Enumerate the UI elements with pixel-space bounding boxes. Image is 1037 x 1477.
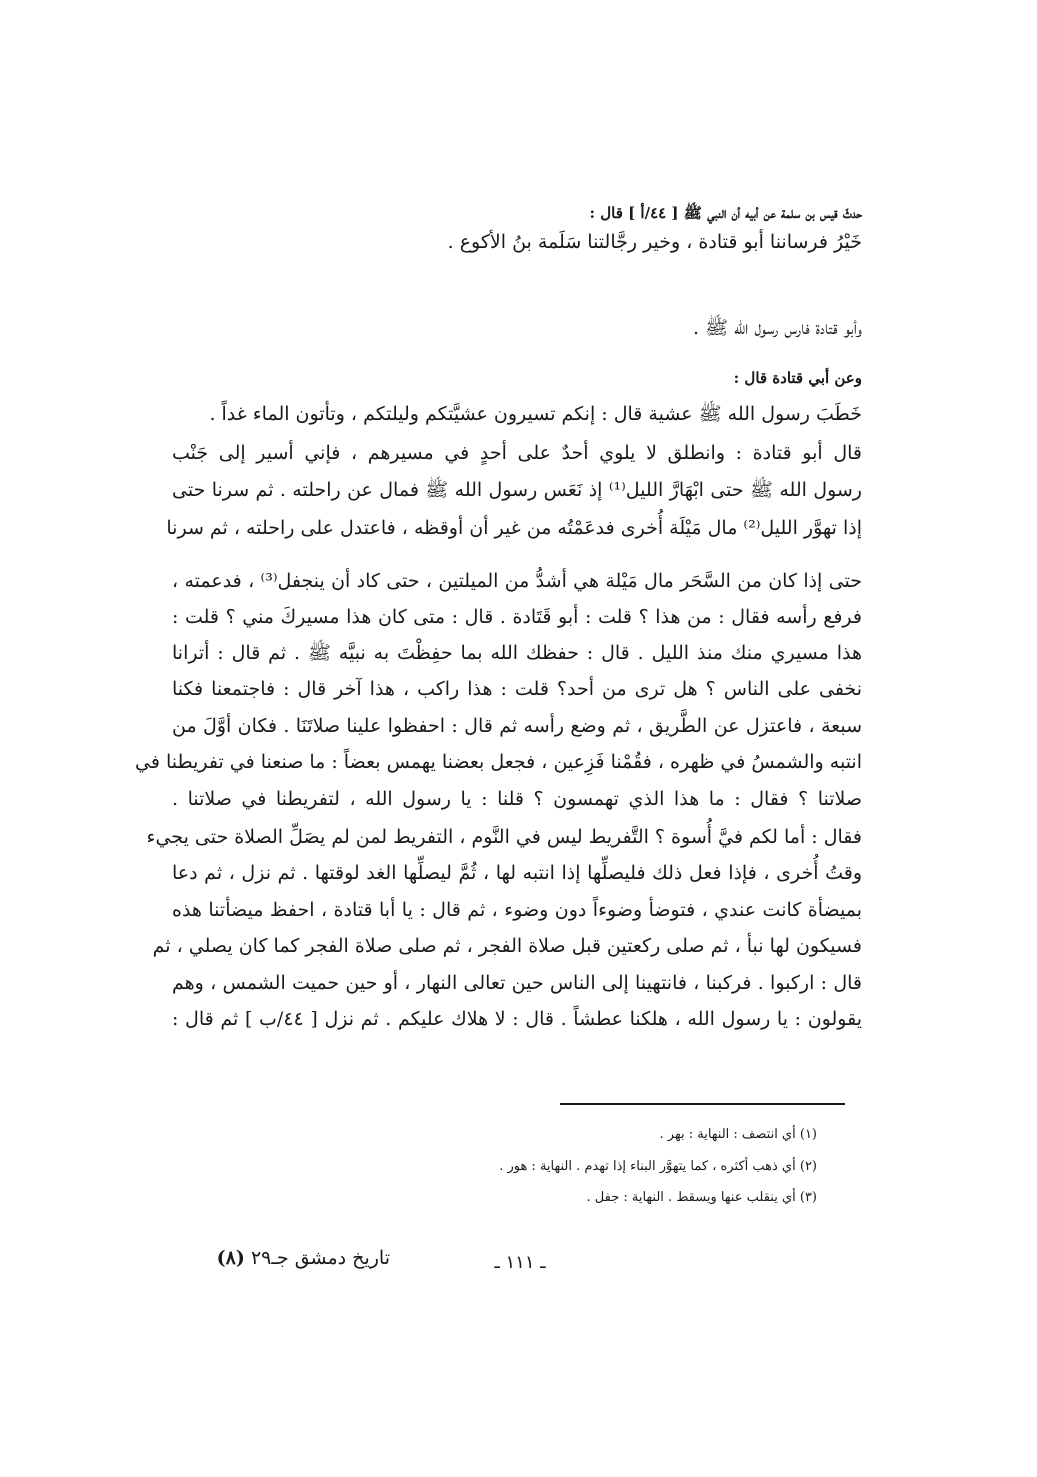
statement-line: وأبو قتادة فارس رسول الله ﷺ .: [693, 317, 862, 339]
body-line: وقتُ أُخرى ، فإذا فعل ذلك فليصلِّها إذا انتبه لها ، ثُمَّ ليصلِّها الغد لوقتها . ثم نزل ، ثم دعا: [172, 862, 862, 884]
body-line: فرفع رأسه فقال : من هذا ؟ قلت : أبو قَتَادة . قال : متى كان هذا مسيركَ مني ؟ قلت :: [172, 606, 862, 628]
body-line: إذا تهوَّر الليل⁽²⁾ مال مَيْلَة أُخرى فدعَمْتُه من غير أن أوقظه ، فاعتدل على راحلته ، ثم سرنا: [166, 517, 862, 539]
running-title: [190, 1247, 390, 1269]
footnote-1: (١) أي انتصف : النهاية : بهر .: [659, 1127, 817, 1142]
footnote-separator: [560, 1103, 845, 1105]
body-line: قال : اركبوا . فركبنا ، فانتهينا إلى الناس حين تعالى النهار ، أو حين حميت الشمس ، وهم: [172, 972, 862, 994]
body-line: رسول الله ﷺ حتى ابْهَارَّ الليل⁽¹⁾ إذ نَعَس رسول الله ﷺ فمال عن راحلته . ثم سرنا حتى: [172, 479, 862, 501]
body-line: انتبه والشمسُ في ظهره ، فقُمْنا فَزِعين ، فجعل بعضنا يهمس بعضاً : ما صنعنا في تفريطنا في: [135, 751, 862, 773]
body-line: بميضأة كانت عندي ، فتوضأ وضوءاً دون وضوء ، ثم قال : يا أبا قتادة ، احفظ ميضأتنا هذه: [172, 899, 862, 921]
body-line: سبعة ، فاعتزل عن الطَّريق ، ثم وضع رأسه ثم قال : احفظوا علينا صلاتَنَا . فكان أوَّلَ من: [172, 715, 862, 737]
body-line: هذا مسيري منك منذ الليل . قال : حفظك الله بما حفِظْتَ به نبيَّه ﷺ . ثم قال : أترانا: [172, 642, 862, 664]
body-line: فقال : أما لكم فيَّ أُسوة ؟ التَّفريط ليس في النَّوم ، التفريط لمن لم يصَلِّ الصلاة حتى يجيء: [146, 826, 862, 848]
body-line: نخفى على الناس ؟ هل ترى من أحد؟ قلت : هذا راكب ، هذا آخر قال : فاجتمعنا فكنا: [172, 678, 862, 700]
isnad-line-1: حدثّ قيس بن سلمة عن أبيه أن النبي ﷺ [ ٤٤/أ ] قال :: [589, 204, 862, 222]
isnad-line-2: وعن أبي قتادة قال :: [733, 369, 862, 387]
body-line: فسيكون لها نبأ ، ثم صلى ركعتين قبل صلاة الفجر ، ثم صلى صلاة الفجر كما كان يصلي ، ثم: [152, 935, 862, 957]
body-line: قال أبو قتادة : وانطلق لا يلوي أحدٌ على أحدٍ في مسيرهم ، فإني أسير إلى جَنْب: [172, 442, 862, 464]
hadith-line-1: خَيْرُ فرساننا أبو قتادة ، وخير رجَّالتنا سَلَمة بنُ الأكوع .: [447, 231, 862, 253]
footnote-2: (٢) أي ذهب أكثره ، كما يتهوَّر البناء إذا تهدم . النهاية : هور .: [499, 1159, 817, 1174]
body-line: يقولون : يا رسول الله ، هلكنا عطشاً . قال : لا هلاك عليكم . ثم نزل [ ٤٤/ب ] ثم قال :: [172, 1008, 862, 1030]
page-number: ـ ١١١ ـ: [494, 1252, 546, 1273]
body-line: حتى إذا كان من السَّحَر مال مَيْلة هي أشدُّ من الميلتين ، حتى كاد أن ينجفل⁽³⁾ ، فدعمته ،: [172, 570, 862, 592]
book-title: تاريخ دمشق جـ٢٩: [250, 1247, 390, 1269]
body-line: خَطَبَ رسول الله ﷺ عشية قال : إنكم تسيرون عشيَّتكم وليلتكم ، وتأتون الماء غداً .: [209, 403, 862, 425]
footnote-3: (٣) أي ينقلب عنها ويسقط . النهاية : جفل .: [586, 1190, 817, 1205]
body-line: صلاتنا ؟ فقال : ما هذا الذي تهمسون ؟ قلنا : يا رسول الله ، لتفريطنا في صلاتنا .: [172, 788, 862, 810]
volume-part: (٨): [216, 1247, 245, 1269]
